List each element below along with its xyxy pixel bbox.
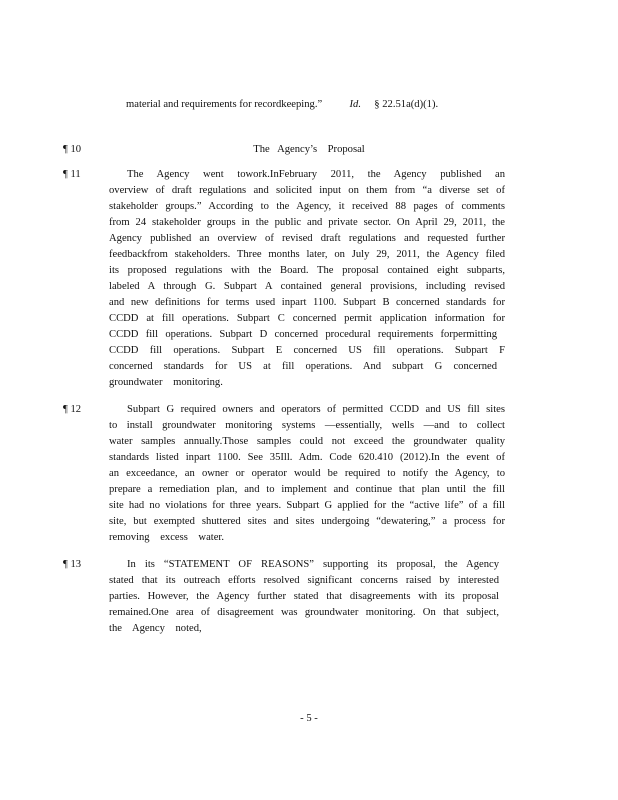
paragraph-line: from 24 stakeholder groups in the public and private sector. On April 29, 2011, the: [109, 217, 505, 228]
paragraph-line: prepare a remediation plan, and to implement and continue that plan until the fill: [109, 484, 505, 495]
paragraph-number-11: ¶ 11: [63, 169, 81, 180]
paragraph-line: an exceedance, an owner or operator would be required to notify the Agency, to: [109, 468, 505, 479]
paragraph-line: water samples annually.Those samples could not exceed the groundwater quality: [109, 436, 505, 447]
paragraph-line: the Agency noted,: [109, 623, 202, 634]
paragraph-number-10: ¶ 10: [63, 144, 82, 155]
paragraph-line: standards listed inpart 1100. See 35Ill. Adm. Code 620.410 (2012).In the event of: [109, 452, 505, 463]
paragraph-line: The Agency went towork.InFebruary 2011, the Agency published an: [127, 169, 505, 180]
paragraph-line: stated that its outreach efforts resolved significant concerns raised by interested: [109, 575, 499, 586]
paragraph-line: CCDD fill operations. Subpart E concerned US fill operations. Subpart F: [109, 345, 505, 356]
paragraph-line: CCDD at fill operations. Subpart C concerned permit application information for: [109, 313, 505, 324]
paragraph-line: site had no violations for three years. Subpart G applied for the “active life” of a fill: [109, 500, 505, 511]
paragraph-line: feedbackfrom stakeholders. Three months later, on July 29, 2011, the Agency filed: [109, 249, 505, 260]
paragraph-line: remained.One area of disagreement was groundwater monitoring. On that subject,: [109, 607, 499, 618]
paragraph-line: Subpart G required owners and operators of permitted CCDD and US fill sites: [127, 404, 505, 415]
paragraph-line: to install groundwater monitoring systems —essentially, wells —and to collect: [109, 420, 505, 431]
paragraph-line: CCDD fill operations. Subpart D concerned procedural requirements forpermitting: [109, 329, 497, 340]
paragraph-line: removing excess water.: [109, 532, 225, 543]
paragraph-line: its proposed regulations with the Board. The proposal contained eight subparts,: [109, 265, 505, 276]
paragraph-number-12: ¶ 12: [63, 404, 82, 415]
paragraph-line: parties. However, the Agency further stated that disagreements with its proposal: [109, 591, 499, 602]
top-fragment-text: material and requirements for recordkeeping.”: [126, 99, 323, 110]
paragraph-line: groundwater monitoring.: [109, 377, 223, 388]
paragraph-number-13: ¶ 13: [63, 559, 82, 570]
paragraph-line: labeled A through G. Subpart A contained general provisions, including revised: [109, 281, 505, 292]
top-fragment-line: [126, 97, 438, 113]
paragraph-line: Agency published an overview of revised draft regulations and requested further: [109, 233, 505, 244]
paragraph-line: and new definitions for terms used inpart 1100. Subpart B concerned standards for: [109, 297, 505, 308]
page-number: - 5 -: [300, 713, 318, 724]
paragraph-line: overview of draft regulations and solicited input on them from “a diverse set of: [109, 185, 505, 196]
paragraph-line: site, but exempted shuttered sites and sites undergoing “dewatering,” a process for: [109, 516, 505, 527]
citation-section: § 22.51a(d)(1).: [374, 99, 439, 110]
citation-id: Id.: [349, 99, 361, 110]
section-heading: The Agency’s Proposal: [253, 144, 365, 155]
paragraph-line: concerned standards for US at fill operations. And subpart G concerned: [109, 361, 497, 372]
paragraph-line: In its “STATEMENT OF REASONS” supporting its proposal, the Agency: [127, 559, 499, 570]
paragraph-line: stakeholder groups.” According to the Agency, it received 88 pages of comments: [109, 201, 505, 212]
